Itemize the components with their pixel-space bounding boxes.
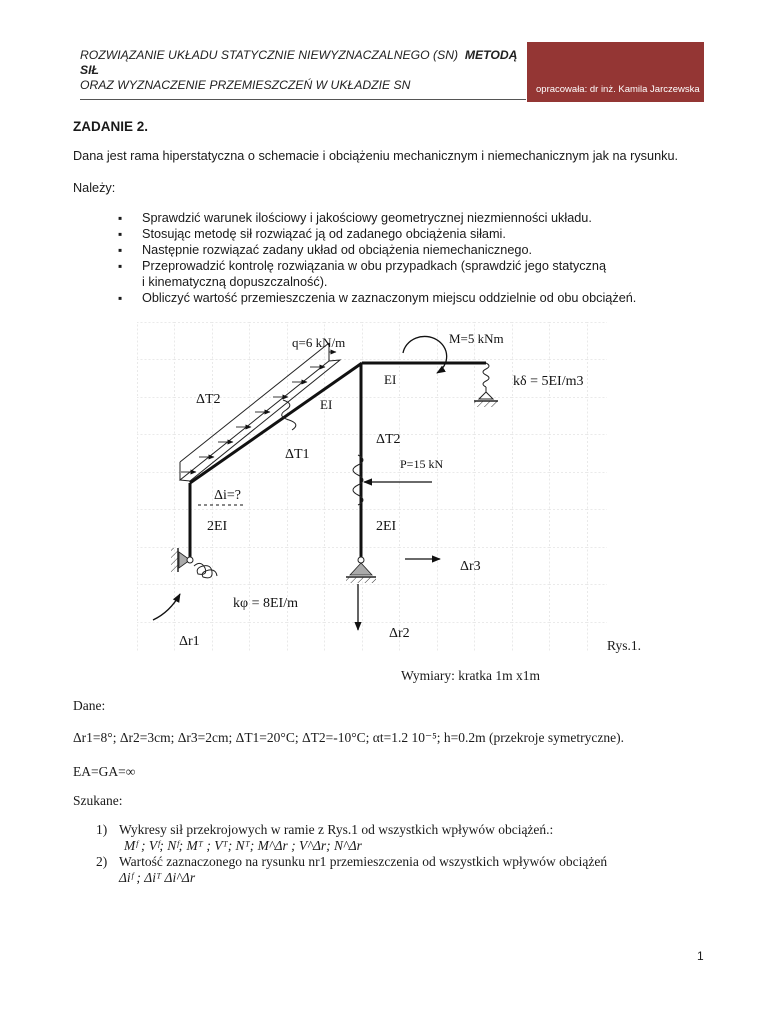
author-label: opracowała: dr inż. Kamila Jarczewska <box>536 84 700 95</box>
frame-figure <box>135 322 610 652</box>
label-k-delta: kδ = 5EI/m3 <box>513 374 584 389</box>
label-dr1: Δr1 <box>179 634 200 649</box>
label-ei-top: EI <box>384 372 397 387</box>
header-rule <box>80 99 526 100</box>
header-line-1: ROZWIĄZANIE UKŁADU STATYCZNIE NIEWYZNACZALNEGO (SN) METODĄ <box>80 48 518 62</box>
list-item: 2) Wartość zaznaczonego na rysunku nr1 przemieszczenia od wszystkich wpływów obciążeń Δiᶠ ; Δiᵀ Δi^Δr <box>96 854 608 885</box>
header-line-2: SIŁ <box>80 63 99 77</box>
list-item: ▪ Obliczyć wartość przemieszczenia w zaznaczonym miejscu oddzielnie od obu obciążeń. <box>118 290 636 306</box>
label-di: Δi=? <box>214 488 242 503</box>
ea-ga: EA=GA=∞ <box>73 764 136 779</box>
sought-label: Szukane: <box>73 793 123 808</box>
task-list <box>118 210 636 306</box>
header-line-3: ORAZ WYZNACZENIE PRZEMIESZCZEŃ W UKŁADZIE SN <box>80 78 411 92</box>
label-k-phi: kφ = 8EI/m <box>233 596 298 611</box>
list-item: ▪ Przeprowadzić kontrolę rozwiązania w obu przypadkach (sprawdzić jego statyczną i kinematyczną dopuszczalność). <box>118 258 636 290</box>
label-p: P=15 kN <box>400 457 444 471</box>
list-item: ▪ Następnie rozwiązać zadany układ od obciążenia niemechanicznego. <box>118 242 636 258</box>
given-label: Dane: <box>73 698 106 713</box>
list-item: ▪ Sprawdzić warunek ilościowy i jakościowy geometrycznej niezmienności układu. <box>118 210 636 226</box>
task-title: ZADANIE 2. <box>73 119 149 134</box>
label-2ei-right: 2EI <box>376 519 397 534</box>
nalezy-label: Należy: <box>73 181 116 195</box>
figure-dimensions: Wymiary: kratka 1m x1m <box>401 668 541 683</box>
label-dt1: ΔT1 <box>285 447 310 462</box>
given-values: Δr1=8°; Δr2=3cm; Δr3=2cm; ΔT1=20°C; ΔT2=-10°C; αt=1.2 10⁻⁵; h=0.2m (przekroje symetryczne). <box>73 730 624 745</box>
label-dt2-right: ΔT2 <box>376 432 401 447</box>
figure-caption: Rys.1. <box>607 638 641 653</box>
label-dr3: Δr3 <box>460 559 481 574</box>
sought-list <box>96 822 607 886</box>
label-m: M=5 kNm <box>449 331 504 346</box>
label-dt2-left: ΔT2 <box>196 392 221 407</box>
page-number: 1 <box>697 949 704 963</box>
author-box <box>527 42 704 102</box>
document-header <box>80 48 524 93</box>
label-2ei-left: 2EI <box>207 519 228 534</box>
grid-background <box>137 322 607 652</box>
task-intro: Dana jest rama hiperstatyczna o schemacie i obciążeniu mechanicznym i niemechanicznym jak na rysunku. <box>73 149 679 163</box>
label-ei-diag: EI <box>320 397 333 412</box>
label-dr2: Δr2 <box>389 626 410 641</box>
list-item: ▪ Stosując metodę sił rozwiązać ją od zadanego obciążenia siłami. <box>118 226 636 242</box>
list-item: 1) Wykresy sił przekrojowych w ramie z Rys.1 od wszystkich wpływów obciążeń.: Mᶠ ; Vᶠ; Nᶠ; Mᵀ ; Vᵀ; Nᵀ; M^Δr ; V^Δr; N^Δr <box>96 822 554 853</box>
label-q: q=6 kN/m <box>292 335 346 350</box>
